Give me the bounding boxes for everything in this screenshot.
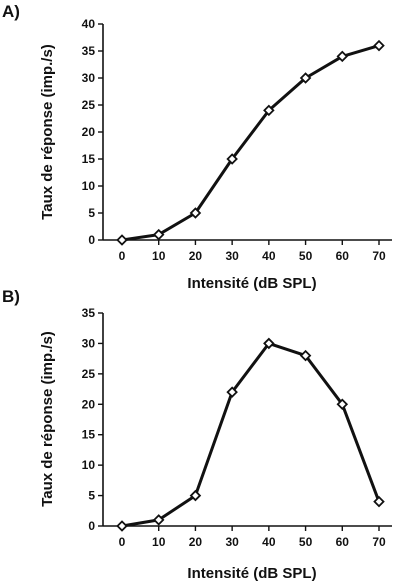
y-tick-label: 15 (81, 427, 95, 442)
data-point-marker (375, 41, 384, 50)
y-axis-title-a: Taux de réponse (imp./s) (39, 44, 56, 220)
data-point-marker (375, 497, 384, 506)
x-tick-label: 40 (262, 535, 276, 549)
data-point-marker (118, 522, 127, 531)
y-tick-label: 30 (81, 336, 95, 351)
y-axis-title-b: Taux de réponse (imp./s) (39, 331, 56, 507)
data-point-marker (118, 236, 127, 245)
y-tick-label: 5 (88, 488, 95, 503)
y-tick-label: 30 (81, 71, 95, 85)
x-tick-label: 0 (118, 249, 126, 263)
x-ticks-a (119, 240, 386, 263)
y-tick-label: 35 (81, 44, 95, 58)
x-tick-label: 30 (225, 249, 239, 263)
y-tick-label: 10 (81, 179, 95, 193)
panel-label-a: A) (2, 2, 20, 21)
y-tick-label: 35 (81, 306, 95, 320)
x-tick-label: 50 (298, 535, 313, 549)
x-axis-title-a: Intensité (dB SPL) (187, 275, 317, 292)
x-axis-title-b: Intensité (dB SPL) (187, 565, 317, 582)
y-tick-label: 20 (81, 125, 95, 139)
y-tick-label: 5 (88, 206, 95, 220)
y-tick-label: 25 (81, 98, 95, 112)
y-tick-label: 20 (81, 397, 95, 412)
x-tick-label: 20 (188, 535, 203, 549)
y-tick-label: 25 (81, 366, 95, 381)
chart-panel-b (2, 287, 392, 582)
x-tick-label: 50 (298, 249, 313, 263)
series-line (122, 343, 379, 526)
panel-label-b: B) (2, 287, 20, 306)
x-tick-label: 10 (152, 249, 166, 263)
x-tick-label: 60 (335, 249, 349, 263)
series-a (118, 41, 384, 244)
x-tick-label: 70 (372, 249, 386, 263)
y-tick-label: 40 (81, 17, 95, 31)
chart-panel-a (2, 2, 392, 292)
x-tick-label: 70 (372, 535, 386, 549)
x-tick-label: 0 (118, 535, 126, 549)
x-tick-label: 60 (335, 535, 349, 549)
y-ticks-a (82, 17, 103, 247)
y-tick-label: 0 (88, 233, 95, 247)
axes-a (103, 24, 392, 240)
y-ticks-b (82, 306, 103, 533)
series-b (118, 339, 384, 531)
y-tick-label: 15 (81, 152, 95, 166)
y-tick-label: 10 (81, 458, 95, 473)
x-ticks-b (119, 526, 386, 549)
x-tick-label: 10 (152, 535, 166, 549)
series-line (122, 46, 379, 240)
x-tick-label: 20 (188, 249, 203, 263)
x-tick-label: 40 (262, 249, 276, 263)
y-tick-label: 0 (88, 519, 95, 533)
x-tick-label: 30 (225, 535, 239, 549)
